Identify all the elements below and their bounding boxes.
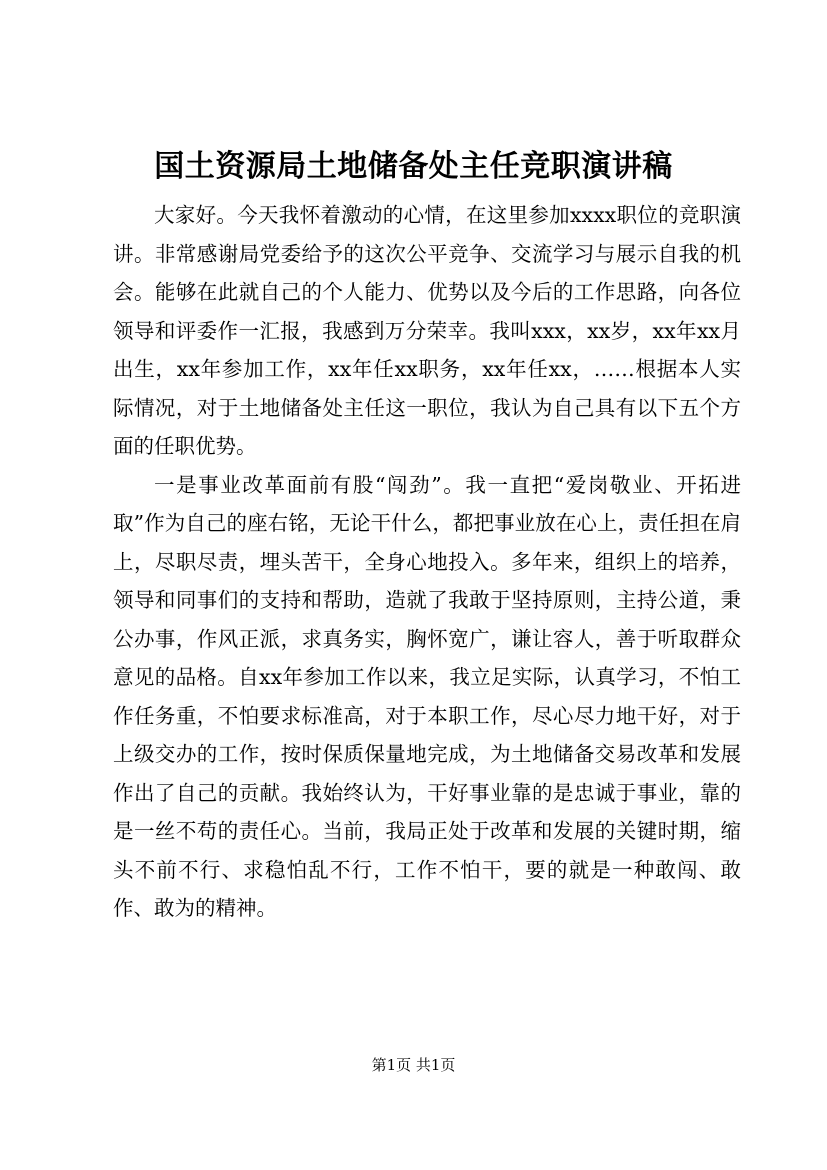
paragraph-intro: 大家好。今天我怀着激动的心情，在这里参加xxxx职位的竞职演讲。非常感谢局党委给予的这次公平竞争、交流学习与展示自我的机会。能够在此就自己的个人能力、优势以及今后的工作思路，向各位领导和评委作一汇报，我感到万分荣幸。我叫xxx，xx岁，xx年xx月出生，xx年参加工作，xx年任xx职务，xx年任xx，……根据本人实际情况，对于土地储备处主任这一职位，我认为自己具有以下五个方面的任职优势。 bbox=[113, 203, 741, 458]
paragraph-advantage-one: 一是事业改革面前有股“闯劲”。我一直把“爱岗敬业、开拓进取”作为自己的座右铭，无论干什么，都把事业放在心上，责任担在肩上，尽职尽责，埋头苦干，全身心地投入。多年来，组织上的培养，领导和同事们的支持和帮助，造就了我敢于坚持原则，主持公道，秉公办事，作风正派，求真务实，胸怀宽广，谦让容人，善于听取群众意见的品格。自xx年参加工作以来，我立足实际，认真学习，不怕工作任务重，不怕要求标准高，对于本职工作，尽心尽力地干好，对于上级交办的工作，按时保质保量地完成，为土地储备交易改革和发展作出了自己的贡献。我始终认为，干好事业靠的是忠诚于事业，靠的是一丝不苟的责任心。当前，我局正处于改革和发展的关键时期，缩头不前不行、求稳怕乱不行，工作不怕干，要的就是一种敢闯、敢作、敢为的精神。 bbox=[113, 472, 741, 920]
page-footer: 第1页 共1页 bbox=[371, 1056, 456, 1074]
document-title: 国土资源局土地储备处主任竞职演讲稿 bbox=[154, 149, 673, 184]
document-body bbox=[113, 196, 741, 928]
